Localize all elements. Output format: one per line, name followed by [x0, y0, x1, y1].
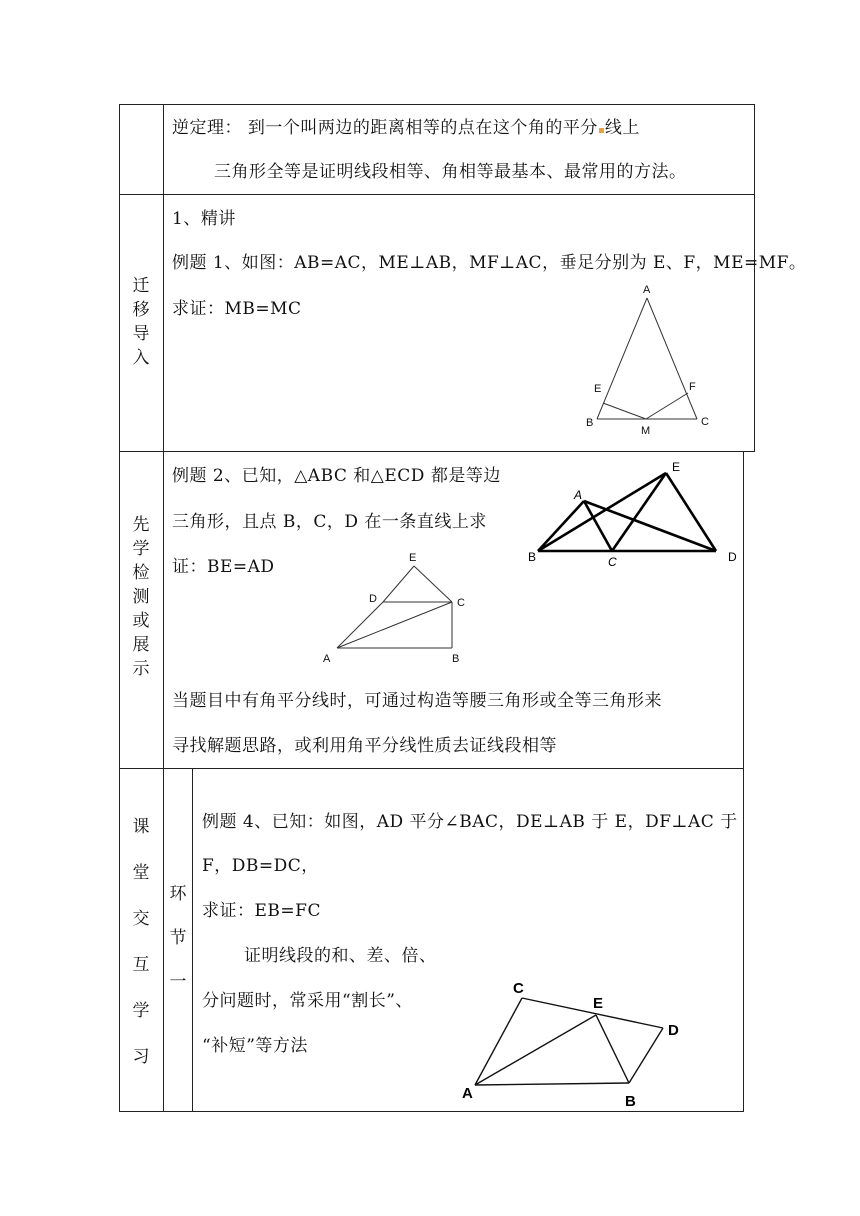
figure-2	[315, 548, 475, 668]
fig4-label-B: B	[625, 1093, 636, 1110]
table-border-left	[119, 104, 120, 1112]
fig2-label-A: A	[323, 653, 331, 665]
example4-line1: 例题 4、已知：如图，AD 平分∠BAC，DE⊥AB 于 E，DF⊥AC 于	[202, 812, 738, 832]
note-line2: 寻找解题思路，或利用角平分线性质去证线段相等	[172, 736, 557, 756]
row-divider-2	[119, 451, 755, 452]
tip-line1: 证明线段的和、差、倍、	[244, 946, 437, 966]
fig4-label-C: C	[513, 980, 524, 997]
note-line1: 当题目中有角平分线时，可通过构造等腰三角形或全等三角形来	[172, 691, 662, 711]
column-divider	[163, 104, 164, 1112]
fig1-label-F: F	[689, 381, 696, 393]
fig3-label-A: A	[574, 488, 583, 502]
fig3-label-E: E	[672, 460, 681, 474]
row-divider-3	[119, 768, 744, 769]
theorem-line: 逆定理： 到一个叫两边的距离相等的点在这个角的平分 线上	[172, 118, 640, 138]
example2-line2: 三角形，且点 B，C，D 在一条直线上求	[172, 512, 487, 532]
fig4-label-E: E	[593, 995, 604, 1012]
label-huanjie-yi: 环 节 一	[169, 884, 187, 992]
example2-line1: 例题 2、已知，△ABC 和△ECD 都是等边	[172, 466, 501, 486]
example1-prove: 求证：MB=MC	[172, 299, 302, 319]
fig2-label-C: C	[457, 597, 465, 609]
table-border-top	[119, 104, 755, 105]
example1-statement: 例题 1、如图：AB=AC，ME⊥AB，MF⊥AC，垂足分别为 E、F，ME=MF。	[172, 253, 807, 273]
fig4-label-D: D	[668, 1022, 679, 1039]
fig2-label-E: E	[409, 552, 417, 564]
tip-line3: “补短”等方法	[202, 1036, 308, 1056]
fig3-label-D: D	[728, 550, 737, 564]
section-heading: 1、精讲	[172, 209, 236, 229]
figure-1	[575, 280, 725, 440]
example4-line2: F，DB=DC，	[202, 856, 319, 876]
example2-line3: 证：BE=AD	[172, 557, 275, 577]
fig1-label-B: B	[586, 417, 594, 429]
fig2-label-B: B	[452, 653, 460, 665]
method-note: 三角形全等是证明线段相等、角相等最基本、最常用的方法。	[214, 162, 687, 182]
fig2-label-D: D	[369, 593, 377, 605]
fig1-label-E: E	[594, 383, 602, 395]
label-qianyi-daoru: 迁 移 导 入	[132, 276, 150, 368]
fig1-label-M: M	[641, 425, 651, 437]
figure-4	[455, 975, 695, 1110]
table-border-bottom	[119, 1111, 744, 1112]
tip-line2: 分问题时，常采用“割长”、	[202, 991, 413, 1011]
label-ketang-jiaohu: 课 堂 交 互 学 习	[132, 817, 150, 1067]
table-border-right-upper	[754, 104, 755, 452]
highlight-mark	[599, 128, 604, 133]
fig3-label-C: C	[608, 555, 617, 569]
fig4-label-A: A	[462, 1085, 473, 1102]
fig3-label-B: B	[528, 550, 537, 564]
example4-prove: 求证：EB=FC	[202, 901, 321, 921]
row-divider-1	[119, 194, 755, 195]
fig1-label-C: C	[701, 416, 709, 428]
sub-column-divider	[192, 768, 193, 1112]
label-xianxue-jiance: 先 学 检 测 或 展 示	[132, 515, 150, 679]
fig1-label-A: A	[643, 284, 651, 296]
figure-3	[520, 453, 745, 573]
